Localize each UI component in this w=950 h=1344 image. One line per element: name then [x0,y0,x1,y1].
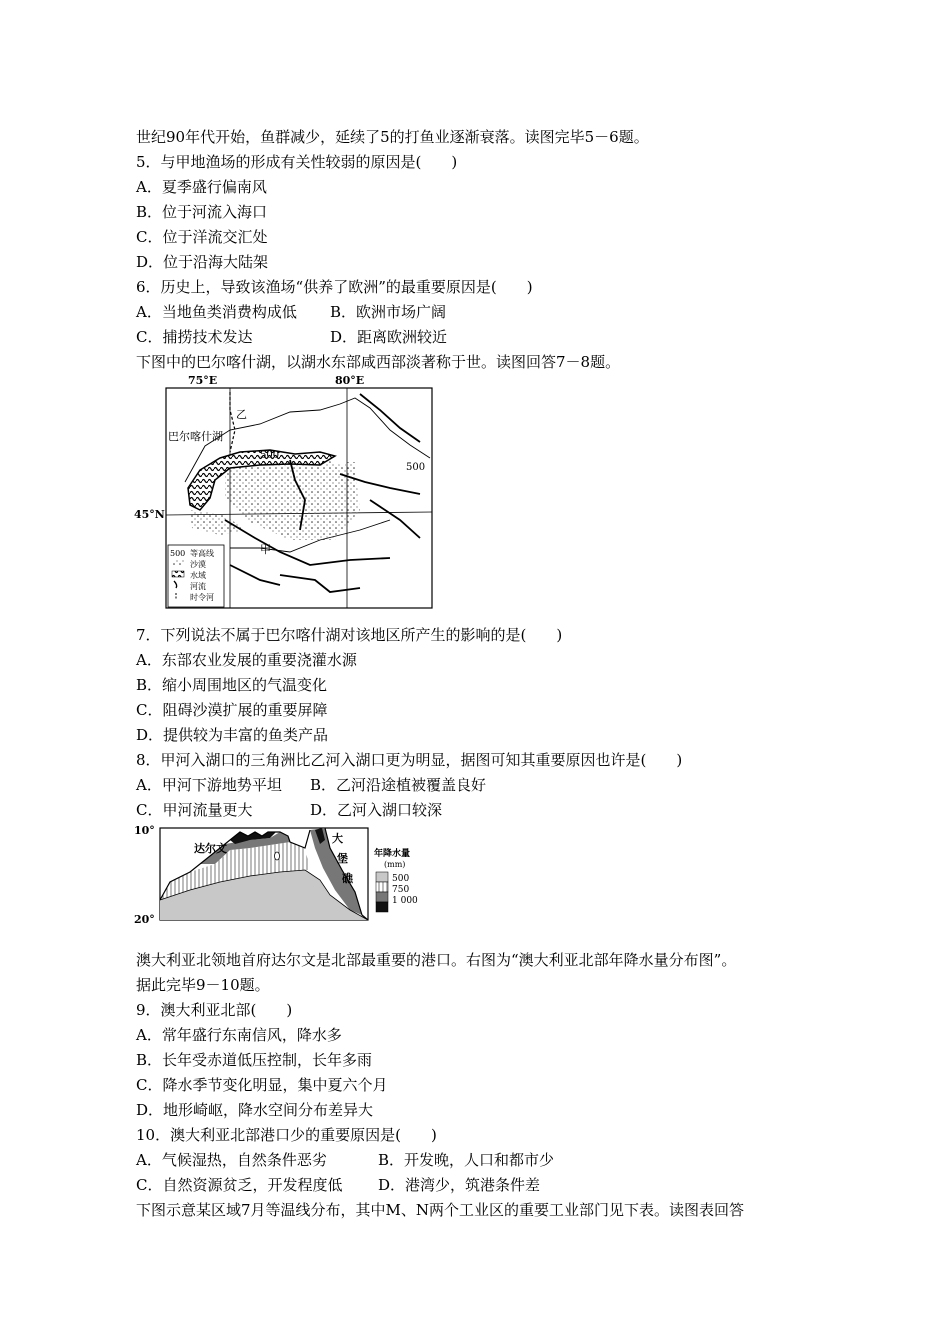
q8-stem: 8．甲河入湖口的三角洲比乙河入湖口更为明显，据图可知其重要原因也许是( ) [136,751,683,769]
legend-value-500: 500 [392,874,410,884]
legend-contour-value: 500 [170,549,186,558]
legend-value-1000: 1 000 [392,896,418,906]
q5-option-b: B．位于河流入海口 [136,203,268,221]
q10-option-c: C．自然资源贫乏，开发程度低 [136,1176,343,1194]
q5-option-a: A．夏季盛行偏南风 [136,178,267,196]
intro-q7-8: 下图中的巴尔喀什湖，以湖水东部咸西部淡著称于世。读图回答7－8题。 [136,353,621,371]
latitude-45-label: 45°N [134,508,165,521]
north-australia-precipitation-map [130,820,435,926]
q9-option-a: A．常年盛行东南信风，降水多 [136,1026,342,1044]
q7-stem: 7．下列说法不属于巴尔喀什湖对该地区所产生的影响的是( ) [136,626,563,644]
legend-title: 年降水量 [374,849,411,859]
legend-contour: 等高线 [190,549,214,558]
legend-seasonal-river: 时令河 [190,593,214,602]
q10-option-d: D．港湾少，筑港条件差 [378,1176,541,1194]
q10-option-a: A．气候湿热，自然条件恶劣 [136,1151,327,1169]
contour-label-2: 500 [406,462,426,473]
q7-option-b: B．缩小周围地区的气温变化 [136,676,328,694]
q8-option-c: C．甲河流量更大 [136,801,253,819]
q6-option-a: A．当地鱼类消费构成低 [136,303,297,321]
legend-unit: (mm) [384,860,406,869]
intro-next-question: 下图示意某区域7月等温线分布，其中M、N两个工业区的重要工业部门见下表。读图表回答 [136,1201,745,1219]
q7-option-c: C．阻碍沙漠扩展的重要屏障 [136,701,328,719]
legend-value-750: 750 [392,885,410,895]
q10-option-b: B．开发晚，人口和都市少 [378,1151,555,1169]
river-yi-label: 乙 [236,408,247,421]
longitude-80-label: 80°E [335,374,365,387]
q9-option-b: B．长年受赤道低压控制，长年多雨 [136,1051,373,1069]
balkhash-lake-map [130,370,440,612]
intro-q5-6: 世纪90年代开始，鱼群减少，延续了5的打鱼业逐渐衰落。读图完毕5－6题。 [136,128,649,146]
q8-option-a: A．甲河下游地势平坦 [136,776,282,794]
q8-option-b: B．乙河沿途植被覆盖良好 [310,776,487,794]
contour-label-1: 500 [260,450,280,461]
q7-option-d: D．提供较为丰富的鱼类产品 [136,726,329,744]
q5-stem: 5．与甲地渔场的形成有关性较弱的原因是( ) [136,153,458,171]
reef-label-1: 大 [332,832,343,845]
q5-option-c: C．位于洋流交汇处 [136,228,268,246]
longitude-75-label: 75°E [188,374,218,387]
lake-name-label: 巴尔喀什湖 [168,430,223,443]
q9-option-d: D．地形崎岖，降水空间分布差异大 [136,1101,374,1119]
latitude-20-label: 20° [134,913,155,926]
legend-desert: 沙漠 [190,560,206,569]
latitude-10-label: 10° [134,824,155,837]
q10-stem: 10．澳大利亚北部港口少的重要原因是( ) [136,1126,437,1144]
q6-stem: 6．历史上，导致该渔场“供养了欧洲”的最重要原因是( ) [136,278,533,296]
reef-label-2: 堡 [337,852,348,865]
q7-option-a: A．东部农业发展的重要浇灌水源 [136,651,357,669]
intro-q9-10-line1: 澳大利亚北领地首府达尔文是北部最重要的港口。右图为“澳大利亚北部年降水量分布图”。 [136,951,737,969]
legend-river: 河流 [190,582,206,591]
intro-q9-10-line2: 据此完毕9－10题。 [136,976,270,994]
q8-option-d: D．乙河入湖口较深 [310,801,443,819]
q6-option-d: D．距离欧洲较近 [330,328,448,346]
darwin-label: 达尔文 [194,842,227,855]
legend-water: 水域 [190,571,206,580]
river-jia-label: 甲 [260,543,271,556]
q6-option-c: C．捕捞技术发达 [136,328,253,346]
q6-option-b: B．欧洲市场广阔 [330,303,447,321]
q9-stem: 9．澳大利亚北部( ) [136,1001,293,1019]
q5-option-d: D．位于沿海大陆架 [136,253,269,271]
reef-label-3: 礁 [342,872,353,885]
q9-option-c: C．降水季节变化明显，集中夏六个月 [136,1076,388,1094]
